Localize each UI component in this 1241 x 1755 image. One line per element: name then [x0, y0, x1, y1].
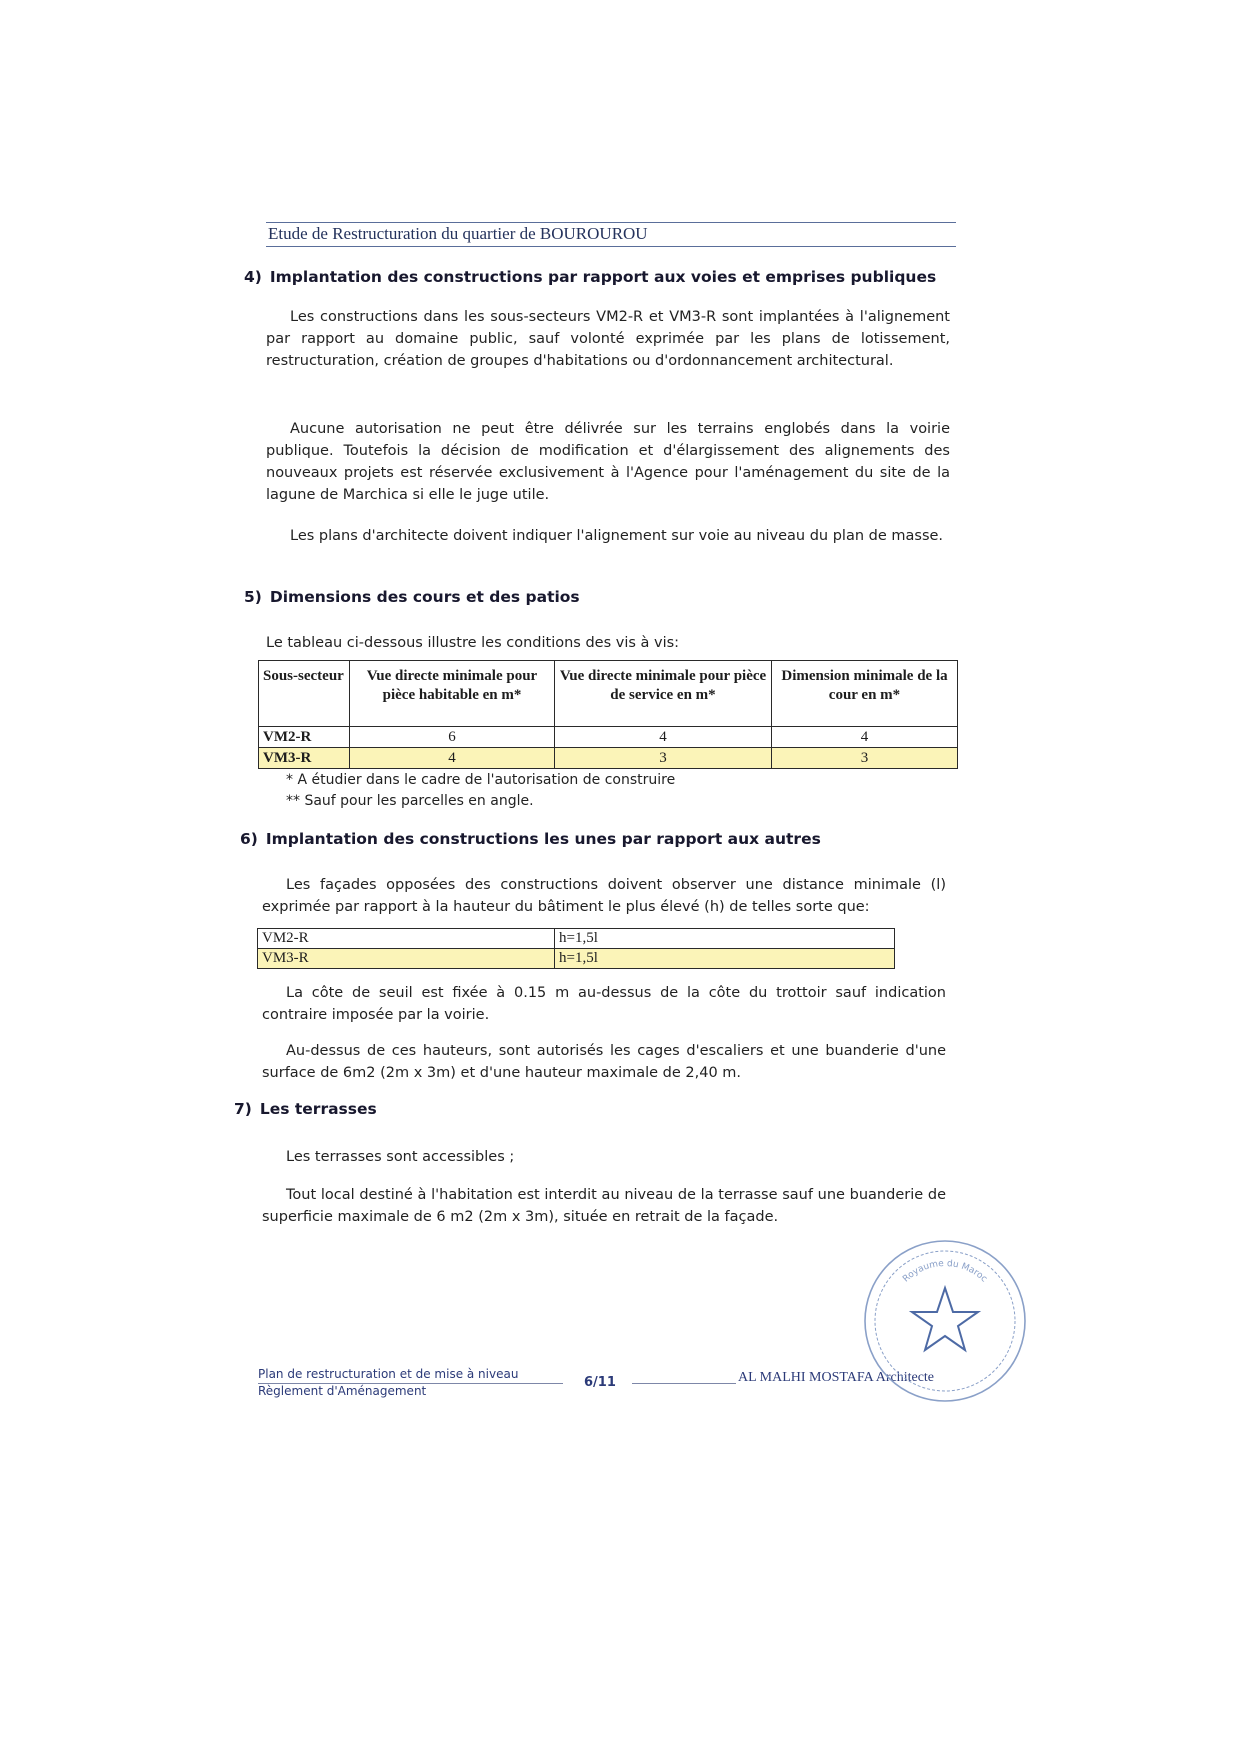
section-4-heading	[244, 268, 936, 286]
section-4-paragraph-2: Aucune autorisation ne peut être délivrée sur les terrains englobés dans la voirie publique. Toutefois la décision de modification et d'élargissement des alignements des nouveaux projets est réservée exclusivement à l'Agence pour l'aménagement du site de la lagune de Marchica si elle le juge utile.	[266, 421, 950, 503]
header-title: Etude de Restructuration du quartier de BOUROUROU	[268, 224, 648, 243]
table-cell: 3	[772, 748, 958, 769]
table-cell: VM2-R	[259, 727, 350, 748]
footer-page-number: 6/11	[584, 1375, 616, 1390]
official-stamp	[860, 1236, 1030, 1406]
table-row	[258, 949, 895, 969]
section-7-paragraph-1: Les terrasses sont accessibles ;	[286, 1149, 515, 1165]
table-header-cell: Vue directe minimale pour pièce habitable en m*	[350, 661, 555, 727]
vis-a-vis-table	[258, 660, 958, 769]
table-cell: 3	[555, 748, 772, 769]
footer-left-line-2: Règlement d'Aménagement	[258, 1384, 427, 1398]
section-6-title: Implantation des constructions les unes par rapport aux autres	[265, 830, 821, 848]
section-5-intro: Le tableau ci-dessous illustre les conditions des vis à vis:	[266, 635, 680, 651]
table-cell: VM2-R	[258, 929, 555, 949]
table-note-1: * A étudier dans le cadre de l'autorisation de construire	[286, 772, 676, 788]
table-header-row	[259, 661, 958, 727]
section-4-title: Implantation des constructions par rapport aux voies et emprises publiques	[269, 268, 937, 286]
section-5-title: Dimensions des cours et des patios	[269, 588, 580, 606]
section-4-number: 4)	[244, 268, 262, 286]
table-cell: 4	[555, 727, 772, 748]
table-row	[259, 748, 958, 769]
table-cell: 4	[772, 727, 958, 748]
table-cell: VM3-R	[259, 748, 350, 769]
table-cell: VM3-R	[258, 949, 555, 969]
footer-left-line-1: Plan de restructuration et de mise à niveau	[258, 1367, 519, 1381]
section-6-paragraph-3: Au-dessus de ces hauteurs, sont autorisés les cages d'escaliers et une buanderie d'une surface de 6m2 (2m x 3m) et d'une hauteur maximale de 2,40 m.	[262, 1043, 946, 1081]
section-7-paragraph-2: Tout local destiné à l'habitation est interdit au niveau de la terrasse sauf une buanderie de superficie maximale de 6 m2 (2m x 3m), située en retrait de la façade.	[262, 1187, 946, 1225]
section-4-paragraph-1: Les constructions dans les sous-secteurs VM2-R et VM3-R sont implantées à l'alignement par rapport au domaine public, sauf volonté exprimée par les plans de lotissement, restructuration, création de groupes d'habitations ou d'ordonnancement architectural.	[266, 309, 950, 369]
section-7-heading	[234, 1100, 377, 1118]
star-icon	[912, 1288, 978, 1350]
section-5-number: 5)	[244, 588, 262, 606]
table-header-cell: Vue directe minimale pour pièce de service en m*	[555, 661, 772, 727]
table-header-cell: Dimension minimale de la cour en m*	[772, 661, 958, 727]
stamp-inner-ring	[875, 1251, 1015, 1391]
header-rule-top	[266, 222, 956, 223]
table-cell: 6	[350, 727, 555, 748]
footer-rule-left	[258, 1383, 563, 1384]
table-cell: h=1,5l	[555, 949, 895, 969]
section-5-heading	[244, 588, 580, 606]
section-4-paragraph-3: Les plans d'architecte doivent indiquer l'alignement sur voie au niveau du plan de masse.	[290, 528, 944, 544]
section-7-number: 7)	[234, 1100, 252, 1118]
table-cell: h=1,5l	[555, 929, 895, 949]
section-6-paragraph-1: Les façades opposées des constructions doivent observer une distance minimale (l) exprimée par rapport à la hauteur du bâtiment le plus élevé (h) de telles sorte que:	[262, 877, 946, 915]
stamp-text: Royaume du Maroc	[901, 1258, 989, 1285]
section-7-title: Les terrasses	[259, 1100, 377, 1118]
table-header-cell: Sous-secteur	[259, 661, 350, 727]
table-row	[259, 727, 958, 748]
height-ratio-table	[257, 928, 895, 969]
section-6-heading	[240, 830, 821, 848]
table-cell: 4	[350, 748, 555, 769]
table-row	[258, 929, 895, 949]
table-note-2: ** Sauf pour les parcelles en angle.	[286, 793, 534, 809]
footer-author: AL MALHI MOSTAFA Architecte	[738, 1370, 935, 1385]
section-6-paragraph-2: La côte de seuil est fixée à 0.15 m au-dessus de la côte du trottoir sauf indication contraire imposée par la voirie.	[262, 985, 946, 1023]
footer-rule-middle	[632, 1383, 736, 1384]
header-rule-bottom	[266, 246, 956, 247]
section-6-number: 6)	[240, 830, 258, 848]
